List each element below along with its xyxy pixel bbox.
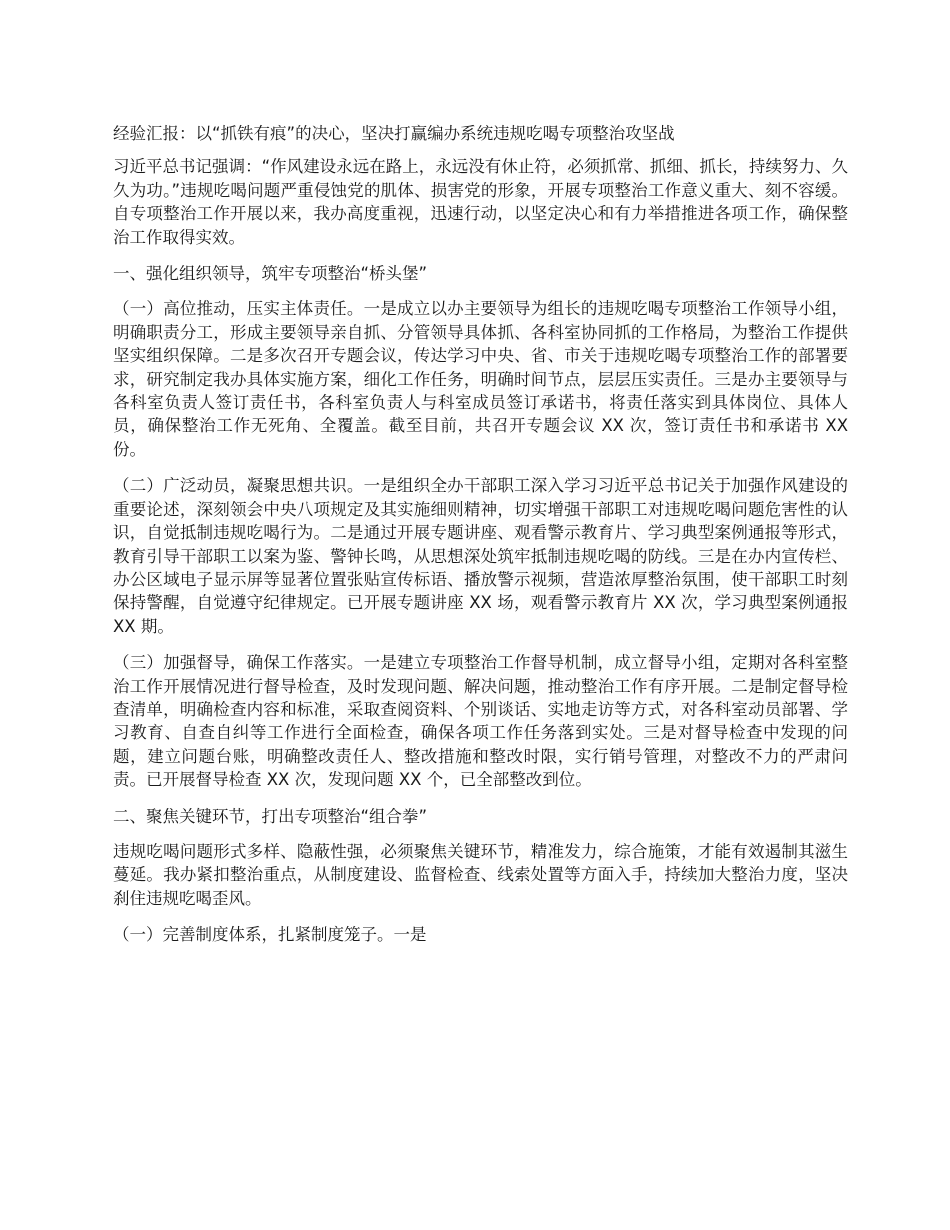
- document-title: 经验汇报：以“抓铁有痕”的决心，坚决打赢编办系统违规吃喝专项整治攻坚战: [113, 124, 675, 143]
- section-heading-2: 二、聚焦关键环节，打出专项整治“组合拳”: [113, 806, 428, 826]
- section-heading-1: 一、强化组织领导，筑牢专项整治“桥头堡”: [113, 264, 428, 284]
- section-2-intro-paragraph: 违规吃喝问题形式多样、隐蔽性强，必须聚焦关键环节，精准发力，综合施策，才能有效遏制其滋生蔓延。我办紧扣整治重点，从制度建设、监督检查、线索处置等方面入手，持续加大整治力度，坚决刹住违规吃喝歪风。: [113, 841, 848, 908]
- subsection-paragraph-2-1: （一）完善制度体系，扎紧制度笼子。一是: [113, 925, 427, 945]
- subsection-paragraph-1-2: （二）广泛动员，凝聚思想共识。一是组织全办干部职工深入学习习近平总书记关于加强作风建设的重要论述，深刻领会中央八项规定及其实施细则精神，切实增强干部职工对违规吃喝问题危害性的认识，自觉抵制违规吃喝行为。二是通过开展专题讲座、观看警示教育片、学习典型案例通报等形式，教育引导干部职工以案为鉴、警钟长鸣，从思想深处筑牢抵制违规吃喝的防线。三是在办内宣传栏、办公区域电子显示屏等显著位置张贴宣传标语、播放警示视频，营造浓厚整治氛围，使干部职工时刻保持警醒，自觉遵守纪律规定。已开展专题讲座 XX 场，观看警示教育片 XX 次，学习典型案例通报 XX 期。: [113, 476, 848, 636]
- document-page: [113, 122, 848, 960]
- subsection-paragraph-1-3: （三）加强督导，确保工作落实。一是建立专项整治工作督导机制，成立督导小组，定期对各科室整治工作开展情况进行督导检查，及时发现问题、解决问题，推动整治工作有序开展。二是制定督导检查清单，明确检查内容和标准，采取查阅资料、个别谈话、实地走访等方式，对各科室动员部署、学习教育、自查自纠等工作进行全面检查，确保各项工作任务落到实处。三是对督导检查中发现的问题，建立问题台账，明确整改责任人、整改措施和整改时限，实行销号管理，对整改不力的严肃问责。已开展督导检查 XX 次，发现问题 XX 个，已全部整改到位。: [113, 653, 848, 790]
- intro-paragraph: 习近平总书记强调：“作风建设永远在路上，永远没有休止符，必须抓常、抓细、抓长，持续努力、久久为功。”违规吃喝问题严重侵蚀党的肌体、损害党的形象，开展专项整治工作意义重大、刻不容缓。自专项整治工作开展以来，我办高度重视，迅速行动，以坚定决心和有力举措推进各项工作，确保整治工作取得实效。: [113, 157, 848, 247]
- subsection-paragraph-1-1: （一）高位推动，压实主体责任。一是成立以办主要领导为组长的违规吃喝专项整治工作领导小组，明确职责分工，形成主要领导亲自抓、分管领导具体抓、各科室协同抓的工作格局，为整治工作提供坚实组织保障。二是多次召开专题会议，传达学习中央、省、市关于违规吃喝专项整治工作的部署要求，研究制定我办具体实施方案，细化工作任务，明确时间节点，层层压实责任。三是办主要领导与各科室负责人签订责任书，各科室负责人与科室成员签订承诺书，将责任落实到具体岗位、具体人员，确保整治工作无死角、全覆盖。截至目前，共召开专题会议 XX 次，签订责任书和承诺书 XX 份。: [113, 299, 848, 459]
